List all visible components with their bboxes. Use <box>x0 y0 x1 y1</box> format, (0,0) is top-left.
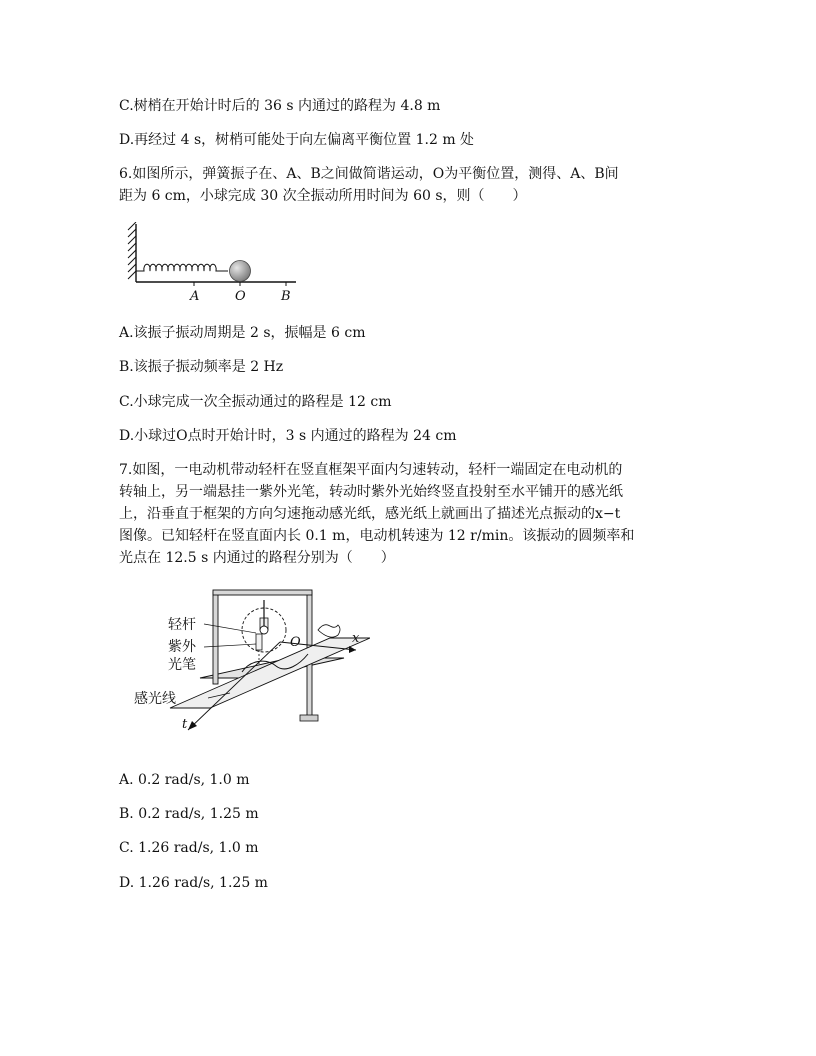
label-pen-2: 光笔 <box>168 657 196 673</box>
q5-option-c: C.树梢在开始计时后的 36 s 内通过的路程为 4.8 m <box>119 98 441 114</box>
leader-rod <box>204 624 256 633</box>
label-o: O <box>235 289 246 304</box>
q7-stem-line-4: 图像。已知轻杆在竖直面内长 0.1 m，电动机转速为 12 r/min。该振动的圆频率和 <box>119 528 635 544</box>
q7-option-c: C. 1.26 rad/s, 1.0 m <box>119 840 259 856</box>
label-a: A <box>190 289 200 304</box>
q6-stem-line-2: 距为 6 cm，小球完成 30 次全振动所用时间为 60 s，则（ ） <box>119 188 527 204</box>
q7-option-b: B. 0.2 rad/s, 1.25 m <box>119 806 259 822</box>
t-axis <box>188 642 280 730</box>
q5-option-d: D.再经过 4 s，树梢可能处于向左偏离平衡位置 1.2 m 处 <box>119 132 475 148</box>
label-x: x <box>352 631 360 646</box>
q7-option-d: D. 1.26 rad/s, 1.25 m <box>119 875 268 891</box>
hand-icon <box>318 625 340 637</box>
motor-uv-pen-figure <box>130 580 370 745</box>
q7-stem-line-5: 光点在 12.5 s 内通过的路程分别为（ ） <box>119 550 395 566</box>
label-t: t <box>182 717 188 732</box>
label-b: B <box>281 289 291 304</box>
label-photo-line: 感光线 <box>134 691 176 707</box>
frame-top-bar <box>213 590 312 595</box>
q7-stem-line-3: 上，沿垂直于框架的方向匀速拖动感光纸，感光纸上就画出了描述光点振动的x−t <box>119 506 621 522</box>
spring <box>136 264 228 271</box>
label-rod: 轻杆 <box>168 617 196 633</box>
q7-stem-line-1: 7.如图，一电动机带动轻杆在竖直框架平面内匀速转动，轻杆一端固定在电动机的 <box>119 462 623 478</box>
uv-pen <box>256 634 262 650</box>
q6-option-c: C.小球完成一次全振动通过的路程是 12 cm <box>119 394 392 410</box>
q7-option-a: A. 0.2 rad/s, 1.0 m <box>119 772 250 788</box>
label-pen-1: 紫外 <box>168 639 196 655</box>
frame-post-left <box>213 592 218 684</box>
q7-stem-line-2: 转轴上，另一端悬挂一紫外光笔，转动时紫外光始终竖直投射至水平铺开的感光纸 <box>119 484 623 500</box>
spring-oscillator-figure <box>124 222 304 306</box>
ball <box>230 261 251 282</box>
q6-option-d: D.小球过O点时开始计时，3 s 内通过的路程为 24 cm <box>119 428 457 444</box>
frame-foot <box>300 715 318 721</box>
label-o: O <box>290 635 301 650</box>
pen-holder <box>260 626 268 634</box>
wall-hatch <box>128 222 136 279</box>
q6-option-a: A.该振子振动周期是 2 s，振幅是 6 cm <box>119 325 366 341</box>
q6-stem-line-1: 6.如图所示，弹簧振子在、A、B之间做简谐运动，O为平衡位置，测得、A、B间 <box>119 166 619 182</box>
x-arrow <box>349 646 356 653</box>
q6-option-b: B.该振子振动频率是 2 Hz <box>119 359 284 375</box>
